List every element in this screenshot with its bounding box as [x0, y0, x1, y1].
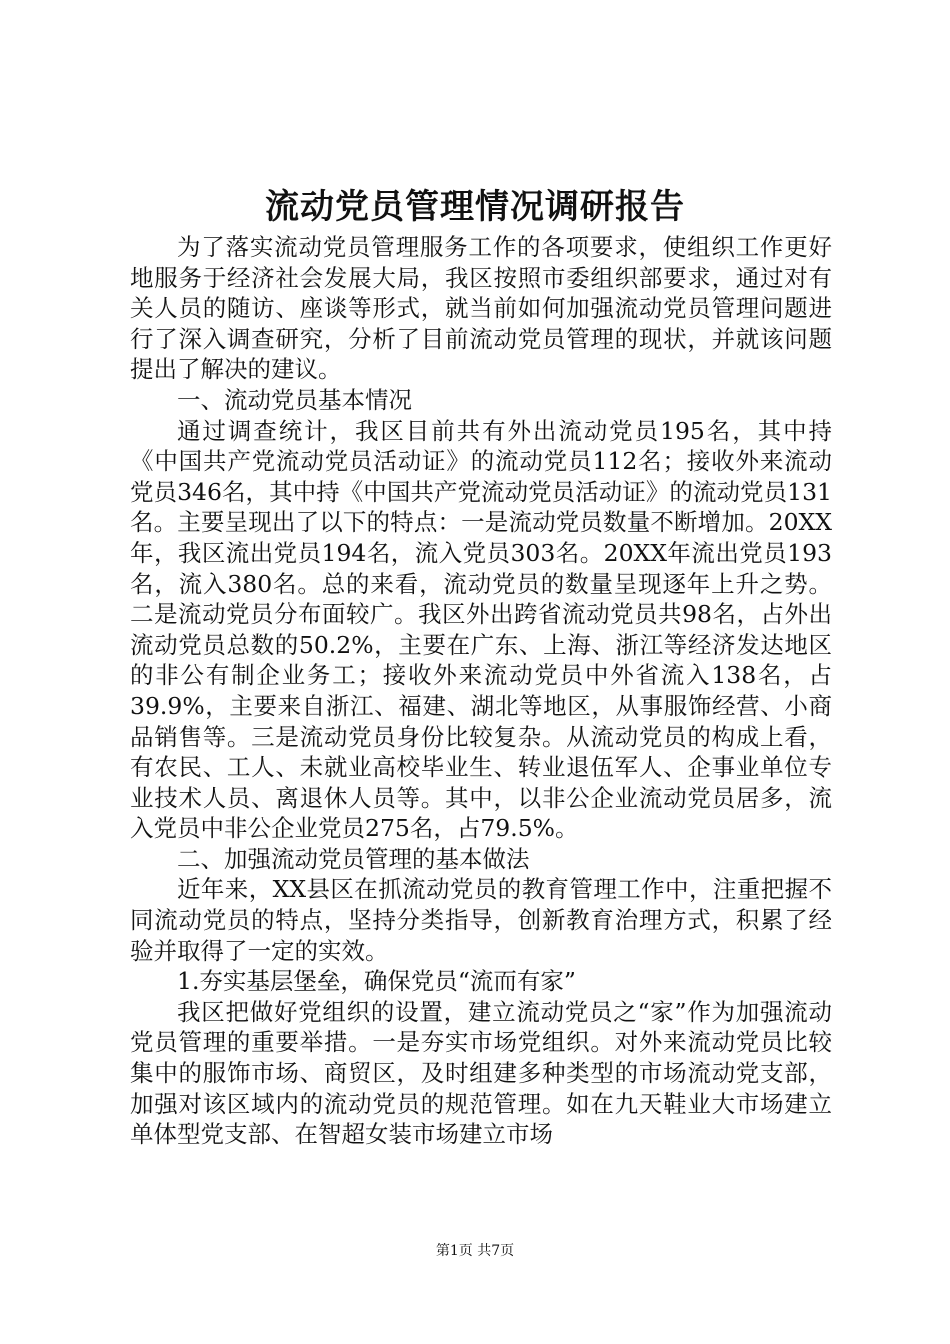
paragraph-grassroots: 我区把做好党组织的设置，建立流动党员之“家”作为加强流动党员管理的重要举措。一是夯实市场党组织。对外来流动党员比较集中的服饰市场、商贸区，及时组建多种类型的市场流动党支部，加强对该区域内的流动党员的规范管理。如在九天鞋业大市场建立单体型党支部、在智超女装市场建立市场	[130, 997, 832, 1149]
document-title: 流动党员管理情况调研报告	[265, 187, 685, 227]
document-body	[130, 232, 832, 1150]
paragraph-intro: 为了落实流动党员管理服务工作的各项要求，使组织工作更好地服务于经济社会发展大局，我区按照市委组织部要求，通过对有关人员的随访、座谈等形式，就当前如何加强流动党员管理问题进行了深入调查研究，分析了目前流动党员管理的现状，并就该问题提出了解决的建议。	[130, 233, 832, 384]
section-heading-2: 二、加强流动党员管理的基本做法	[177, 844, 530, 873]
paragraph-basic-situation: 通过调查统计，我区目前共有外出流动党员195名，其中持《中国共产党流动党员活动证》的流动党员112名；接收外来流动党员346名，其中持《中国共产党流动党员活动证》的流动党员131名。主要呈现出了以下的特点：一是流动党员数量不断增加。20XX年，我区流出党员194名，流入党员303名。20XX年流出党员193名，流入380名。总的来看，流动党员的数量呈现逐年上升之势。二是流动党员分布面较广。我区外出跨省流动党员共98名，占外出流动党员总数的50.2%，主要在广东、上海、浙江等经济发达地区的非公有制企业务工；接收外来流动党员中外省流入138名，占39.9%，主要来自浙江、福建、湖北等地区，从事服饰经营、小商品销售等。三是流动党员身份比较复杂。从流动党员的构成上看，有农民、工人、未就业高校毕业生、转业退伍军人、企事业单位专业技术人员、离退休人员等。其中，以非公企业流动党员居多，流入党员中非公企业党员275名，占79.5%。	[130, 416, 832, 843]
paragraph-practices-intro: 近年来，XX县区在抓流动党员的教育管理工作中，注重把握不同流动党员的特点，坚持分类指导，创新教育治理方式，积累了经验并取得了一定的实效。	[130, 875, 832, 965]
page-footer: 第1页 共7页	[435, 1243, 515, 1259]
section-heading-1: 一、流动党员基本情况	[177, 385, 412, 414]
subsection-heading-1: 1.夯实基层堡垒，确保党员“流而有家”	[177, 967, 576, 996]
